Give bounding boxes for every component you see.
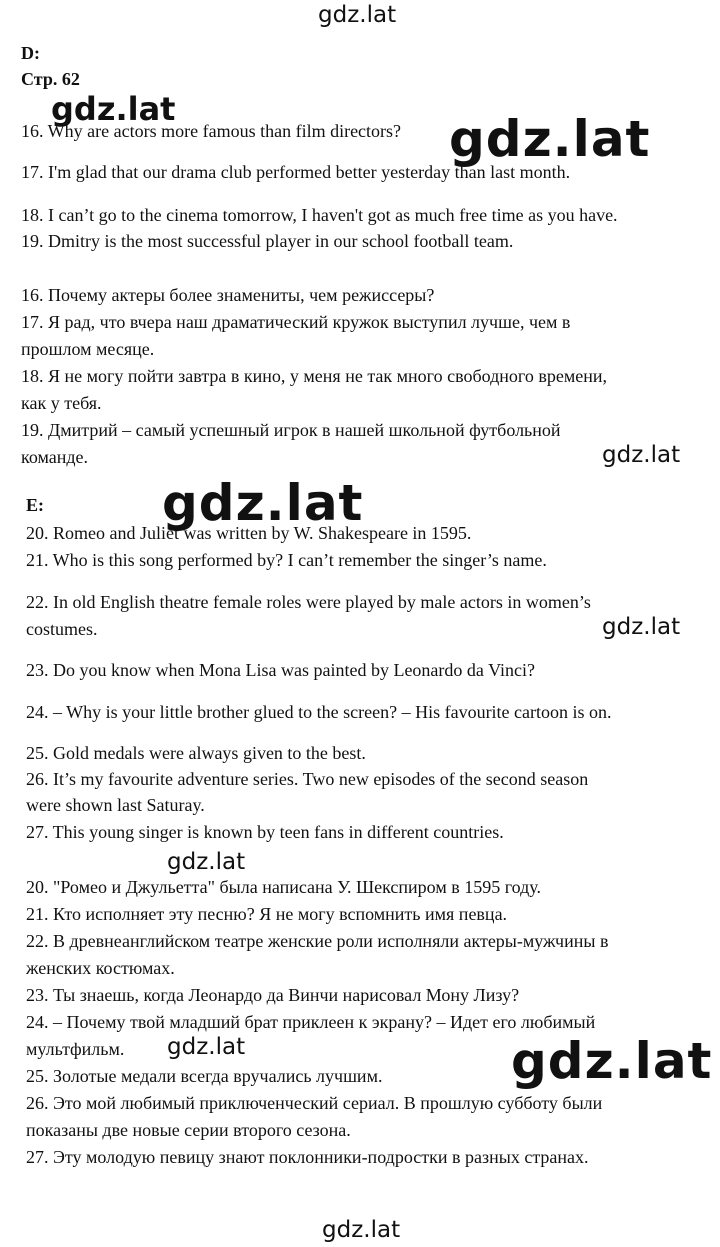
english-sentence-22: 22. In old English theatre female roles were played by male actors in women’s — [26, 592, 591, 612]
watermark: gdz.lat — [162, 474, 364, 532]
english-sentence-25: 25. Gold medals were always given to the best. — [26, 743, 366, 763]
english-sentence-21: 21. Who is this song performed by? I can’t remember the singer’s name. — [26, 550, 547, 570]
watermark: gdz.lat — [511, 1032, 713, 1090]
russian-sentence-18: 18. Я не могу пойти завтра в кино, у меня не так много свободного времени, — [21, 366, 607, 386]
english-sentence-23: 23. Do you know when Mona Lisa was painted by Leonardo da Vinci? — [26, 660, 535, 680]
russian-sentence-20: 20. "Ромео и Джульетта" была написана У. Шекспиром в 1595 году. — [26, 877, 541, 897]
russian-sentence-16: 16. Почему актеры более знамениты, чем режиссеры? — [21, 285, 435, 305]
english-sentence-20: 20. Romeo and Juliet was written by W. Shakespeare in 1595. — [26, 523, 472, 543]
english-sentence-24: 24. – Why is your little brother glued to the screen? – His favourite cartoon is on. — [26, 702, 612, 722]
watermark: gdz.lat — [602, 442, 681, 468]
russian-sentence-17: 17. Я рад, что вчера наш драматический кружок выступил лучше, чем в — [21, 312, 571, 332]
watermark-top: gdz.lat — [318, 2, 397, 28]
english-sentence-27: 27. This young singer is known by teen fans in different countries. — [26, 822, 504, 842]
page-reference: Стр. 62 — [21, 69, 80, 89]
russian-sentence-23: 23. Ты знаешь, когда Леонардо да Винчи нарисовал Мону Лизу? — [26, 985, 520, 1005]
russian-sentence-19: 19. Дмитрий – самый успешный игрок в нашей школьной футбольной — [21, 420, 561, 440]
english-sentence-17: 17. I'm glad that our drama club performed better yesterday than last month. — [21, 162, 571, 182]
russian-sentence-27: 27. Эту молодую певицу знают поклонники-подростки в разных странах. — [26, 1147, 589, 1167]
russian-sentence-21: 21. Кто исполняет эту песню? Я не могу вспомнить имя певца. — [26, 904, 508, 924]
watermark: gdz.lat — [167, 849, 246, 875]
russian-sentence-19-cont: команде. — [21, 447, 89, 467]
section-d-heading: D: — [21, 43, 40, 63]
watermark-bottom: gdz.lat — [322, 1217, 401, 1243]
russian-sentence-25: 25. Золотые медали всегда вручались лучшим. — [26, 1066, 383, 1086]
watermark: gdz.lat — [51, 90, 176, 128]
russian-sentence-18-cont: как у тебя. — [21, 393, 102, 413]
watermark: gdz.lat — [449, 110, 651, 168]
english-sentence-26: 26. It’s my favourite adventure series. Two new episodes of the second season — [26, 769, 589, 789]
watermark: gdz.lat — [167, 1034, 246, 1060]
russian-sentence-24: 24. – Почему твой младший брат приклеен к экрану? – Идет его любимый — [26, 1012, 596, 1032]
russian-sentence-17-cont: прошлом месяце. — [21, 339, 155, 359]
english-sentence-22-cont: costumes. — [26, 619, 98, 639]
watermark: gdz.lat — [602, 614, 681, 640]
russian-sentence-22-cont: женских костюмах. — [26, 958, 175, 978]
russian-sentence-26-cont: показаны две новые серии второго сезона. — [26, 1120, 351, 1140]
english-sentence-18: 18. I can’t go to the cinema tomorrow, I haven't got as much free time as you have. — [21, 205, 618, 225]
russian-sentence-26: 26. Это мой любимый приключенческий сериал. В прошлую субботу были — [26, 1093, 603, 1113]
english-sentence-19: 19. Dmitry is the most successful player in our school football team. — [21, 231, 514, 251]
russian-sentence-24-cont: мультфильм. — [26, 1039, 125, 1059]
russian-sentence-22: 22. В древнеанглийском театре женские роли исполняли актеры-мужчины в — [26, 931, 609, 951]
english-sentence-26-cont: were shown last Saturay. — [26, 795, 205, 815]
english-sentence-16: 16. Why are actors more famous than film directors? — [21, 121, 402, 141]
section-e-heading: E: — [26, 495, 44, 515]
